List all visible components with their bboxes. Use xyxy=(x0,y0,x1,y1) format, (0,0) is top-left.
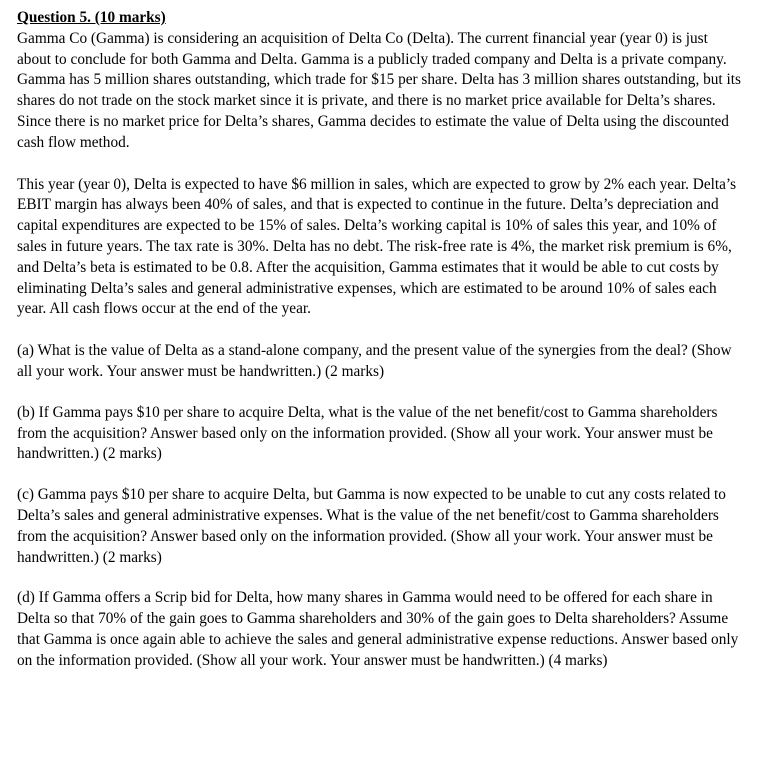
part-c-paragraph: (c) Gamma pays $10 per share to acquire Delta, but Gamma is now expected to be unable to cut any costs related to Delta’s sales and general administrative expenses. What is the value of the net benefit/cost to Gamma shareholders from the acquisition? Answer based only on the information provided. (Show all your work. Your answer must be handwritten.) (2 marks) xyxy=(17,486,726,566)
part-d-paragraph: (d) If Gamma offers a Scrip bid for Delta, how many shares in Gamma would need to be offered for each share in Delta so that 70% of the gain goes to Gamma shareholders and 30% of the gain goes to Delta shareholders? Assume that Gamma is once again able to achieve the sales and general administrative expense reductions. Answer based only on the information provided. (Show all your work. Your answer must be handwritten.) (4 marks) xyxy=(17,589,739,669)
details-paragraph: This year (year 0), Delta is expected to have $6 million in sales, which are expected to grow by 2% each year. Delta’s EBIT margin has always been 40% of sales, and that is expected to continue in the future. Delta’s depreciation and capital expenditures are expected to be 15% of sales. Delta’s working capital is 10% of sales this year, and 10% of sales in future years. The tax rate is 30%. Delta has no debt. The risk-free rate is 4%, the market risk premium is 6%, and Delta’s beta is estimated to be 0.8. After the acquisition, Gamma estimates that it would be able to cut costs by eliminating Delta’s sales and general administrative expenses, which are estimated to be around 10% of sales each year. All cash flows occur at the end of the year. xyxy=(17,175,737,318)
part-a-paragraph: (a) What is the value of Delta as a stand-alone company, and the present value of the synergies from the deal? (Show all your work. Your answer must be handwritten.) (2 marks) xyxy=(17,342,732,380)
question-document xyxy=(17,8,742,672)
part-b-paragraph: (b) If Gamma pays $10 per share to acquire Delta, what is the value of the net benefit/cost to Gamma shareholders from the acquisition? Answer based only on the information provided. (Show all your work. Your answer must be handwritten.) (2 marks) xyxy=(17,403,718,463)
question-title: Question 5. (10 marks) xyxy=(17,9,166,26)
intro-paragraph: Gamma Co (Gamma) is considering an acquisition of Delta Co (Delta). The current financial year (year 0) is just about to conclude for both Gamma and Delta. Gamma is a publicly traded company and Delta is a private company. Gamma has 5 million shares outstanding, which trade for $15 per share. Delta has 3 million shares outstanding, but its shares do not trade on the stock market since it is private, and there is no market price available for Delta’s shares. Since there is no market price for Delta’s shares, Gamma decides to estimate the value of Delta using the discounted cash flow method. xyxy=(17,29,741,151)
